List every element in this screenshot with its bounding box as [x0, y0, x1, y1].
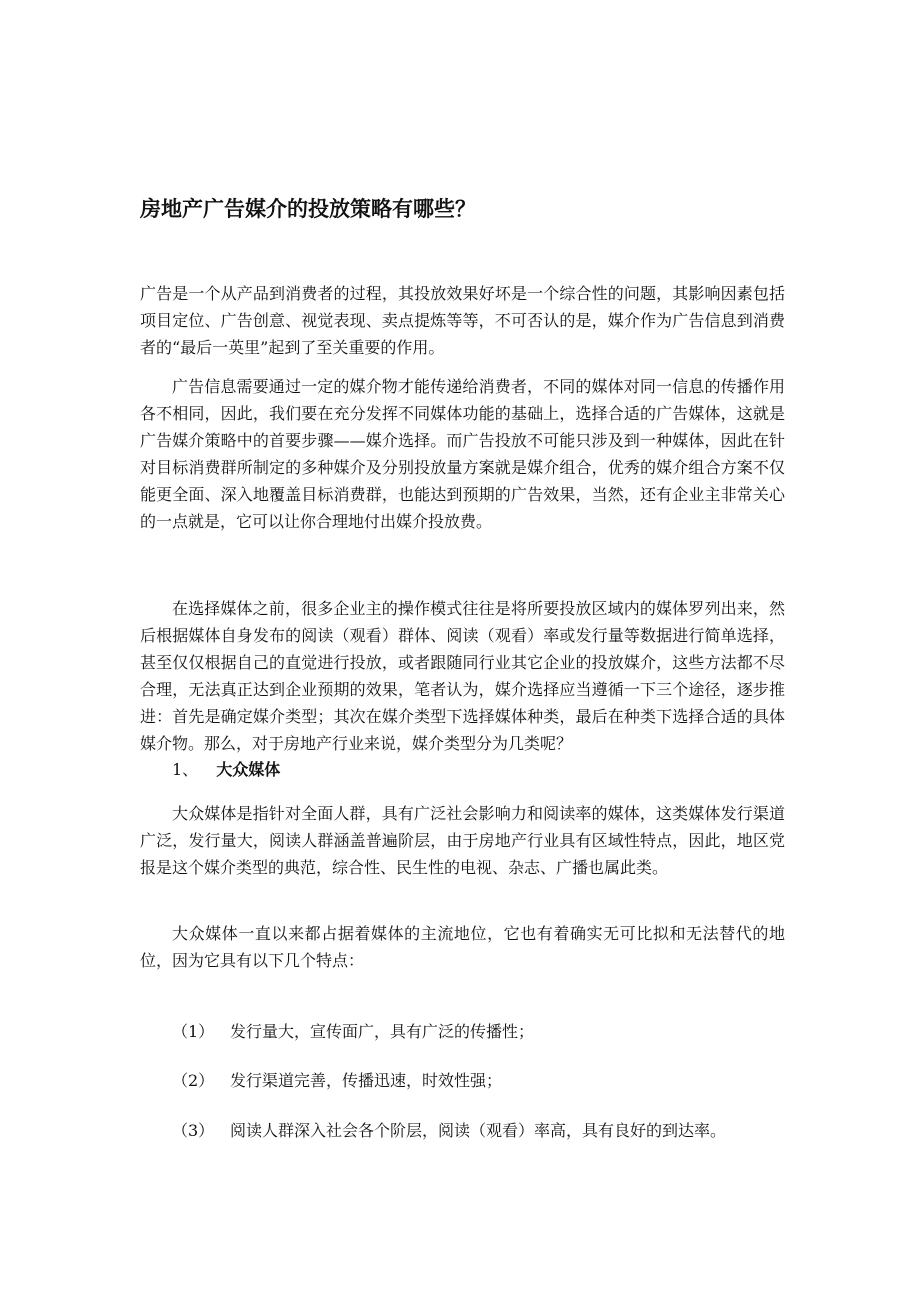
- list-item: [172, 1117, 726, 1144]
- document-title: 房地产广告媒介的投放策略有哪些？: [140, 197, 476, 221]
- paragraph-media-selection: 广告信息需要通过一定的媒介物才能传递给消费者，不同的媒体对同一信息的传播作用各不相同，因此，我们要在充分发挥不同媒体功能的基础上，选择合适的广告媒体，这就是广告媒介策略中的首要步骤——媒介选择。而广告投放不可能只涉及到一种媒体，因此在针对目标消费群所制定的多种媒介及分别投放量方案就是媒介组合，优秀的媒介组合方案不仅能更全面、深入地覆盖目标消费群，也能达到预期的广告效果，当然，还有企业主非常关心的一点就是，它可以让你合理地付出媒介投放费。: [140, 377, 785, 531]
- list-item-text: 发行量大，宣传面广，具有广泛的传播性；: [230, 1022, 535, 1041]
- list-item-number: （1）: [172, 1022, 215, 1041]
- list-item-number: （3）: [172, 1121, 215, 1140]
- list-item-number: （2）: [172, 1071, 215, 1090]
- paragraph-mass-media-features: 大众媒体一直以来都占据着媒体的主流地位，它也有着确实无可比拟和无法替代的地位，因为它具有以下几个特点：: [140, 924, 785, 970]
- list-item: [172, 1067, 502, 1094]
- paragraph-intro: 广告是一个从产品到消费者的过程，其投放效果好坏是一个综合性的问题，其影响因素包括项目定位、广告创意、视觉表现、卖点提炼等等，不可否认的是，媒介作为广告信息到消费者的“最后一英里”起到了至关重要的作用。: [140, 284, 785, 357]
- paragraph-media-types: 在选择媒体之前，很多企业主的操作模式往往是将所要投放区域内的媒体罗列出来，然后根据媒体自身发布的阅读（观看）群体、阅读（观看）率或发行量等数据进行简单选择，甚至仅仅根据自己的直觉进行投放，或者跟随同行业其它企业的投放媒介，这些方法都不尽合理，无法真正达到企业预期的效果，笔者认为，媒介选择应当遵循一下三个途径，逐步推进：首先是确定媒介类型；其次在媒介类型下选择媒体种类，最后在种类下选择合适的具体媒介物。那么，对于房地产行业来说，媒介类型分为几类呢？: [140, 599, 785, 753]
- section-number: 1、: [172, 760, 199, 779]
- paragraph-mass-media-definition: 大众媒体是指针对全面人群，具有广泛社会影响力和阅读率的媒体，这类媒体发行渠道广泛，发行量大，阅读人群涵盖普遍阶层，由于房地产行业具有区域性特点，因此，地区党报是这个媒介类型的典范，综合性、民生性的电视、杂志、广播也属此类。: [140, 804, 785, 877]
- section-title: 大众媒体: [216, 760, 281, 779]
- section-heading: [172, 756, 280, 783]
- list-item: [172, 1018, 534, 1045]
- list-item-text: 阅读人群深入社会各个阶层，阅读（观看）率高，具有良好的到达率。: [230, 1121, 727, 1140]
- list-item-text: 发行渠道完善，传播迅速，时效性强；: [230, 1071, 503, 1090]
